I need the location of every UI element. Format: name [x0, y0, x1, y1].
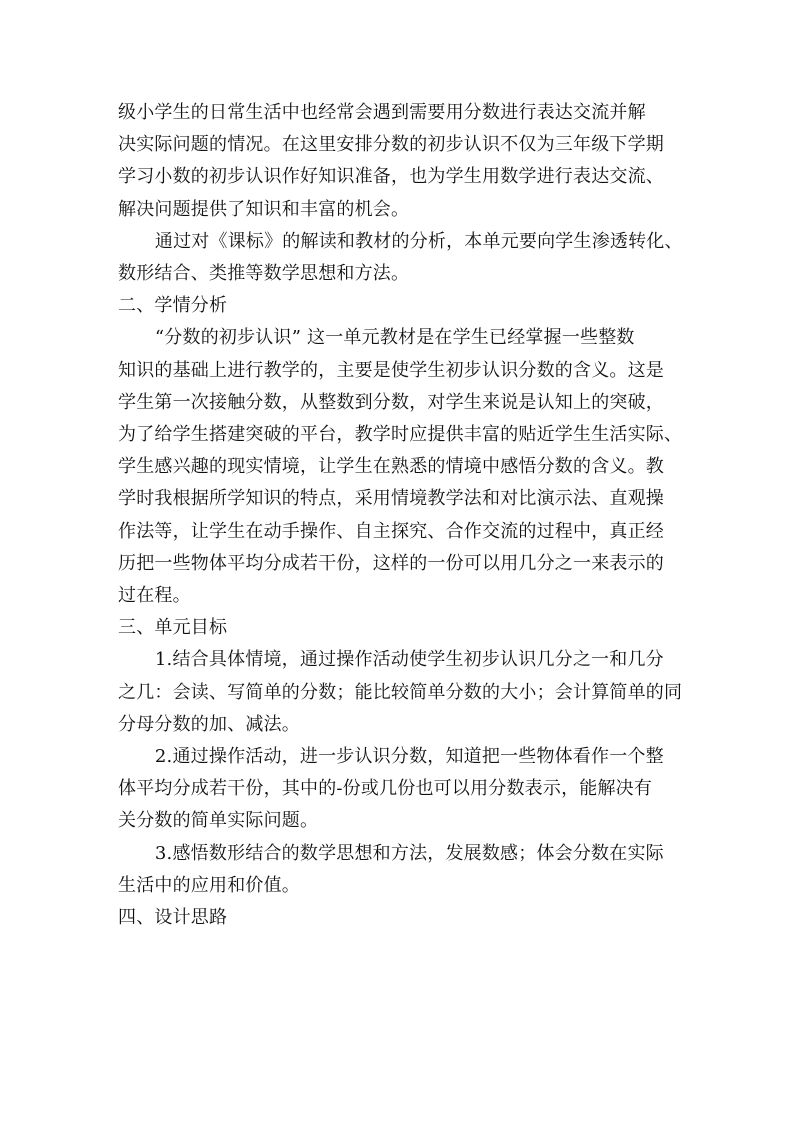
text-line: 学生感兴趣的现实情境，让学生在熟悉的情境中感悟分数的含义。教: [118, 456, 664, 478]
text-line: 之几：会读、写简单的分数；能比较简单分数的大小；会计算简单的同: [118, 681, 683, 703]
text-line: 作法等，让学生在动手操作、自主探究、合作交流的过程中，真正经: [118, 520, 664, 542]
text-line: 1.结合具体情境，通过操作活动使学生初步认识几分之一和几分: [154, 649, 664, 671]
text-line: 分母分数的加、减法。: [118, 713, 300, 735]
text-line: 生活中的应用和价值。: [118, 874, 300, 896]
text-line: 知识的基础上进行教学的，主要是使学生初步认识分数的含义。这是: [118, 359, 664, 381]
goal-3-paragraph: [118, 838, 686, 902]
text-line: 历把一些物体平均分成若干份，这样的一份可以用几分之一来表示的: [118, 552, 664, 574]
text-line: 决实际问题的情况。在这里安排分数的初步认识不仅为三年级下学期: [118, 134, 664, 156]
text-line: 级小学生的日常生活中也经常会遇到需要用分数进行表达交流并解: [118, 102, 646, 123]
section-3-heading: 三、单元目标: [118, 617, 228, 639]
text-line: 学生第一次接触分数，从整数到分数，对学生来说是认知上的突破，: [118, 391, 664, 413]
text-line: 3.感悟数形结合的数学思想和方法，发展数感；体会分数在实际: [154, 842, 664, 864]
text-line: 2.通过操作活动，进一步认识分数，知道把一些物体看作一个整: [154, 746, 664, 768]
text-line: 学时我根据所学知识的特点，采用情境教学法和对比演示法、直观操: [118, 488, 664, 510]
text-line: 体平均分成若干份，其中的-份或几份也可以用分数表示，能解决有: [118, 778, 653, 800]
text-line: 通过对《课标》的解读和教材的分析，本单元要向学生渗透转化、: [154, 230, 683, 252]
section-4-heading: 四、设计思路: [118, 907, 228, 929]
goal-2-paragraph: [118, 741, 686, 838]
text-line: 为了给学生搭建突破的平台，教学时应提供丰富的贴近学生生活实际、: [118, 424, 683, 446]
analysis-paragraph: [118, 226, 686, 290]
text-line: 解决问题提供了知识和丰富的机会。: [118, 198, 410, 220]
document-body: [118, 97, 686, 934]
text-line: “分数的初步认识” 这一单元教材是在学生已经掌握一些整数: [154, 327, 635, 349]
text-line: 学习小数的初步认识作好知识准备，也为学生用数学进行表达交流、: [118, 166, 664, 188]
section-2-paragraph: [118, 322, 686, 612]
intro-paragraph-continuation: [118, 97, 686, 226]
text-line: 数形结合、类推等数学思想和方法。: [118, 263, 410, 285]
text-line: 过在程。: [118, 585, 191, 607]
section-2-heading: 二、学情分析: [118, 295, 228, 317]
goal-1-paragraph: [118, 644, 686, 741]
text-line: 关分数的简单实际问题。: [118, 810, 319, 832]
